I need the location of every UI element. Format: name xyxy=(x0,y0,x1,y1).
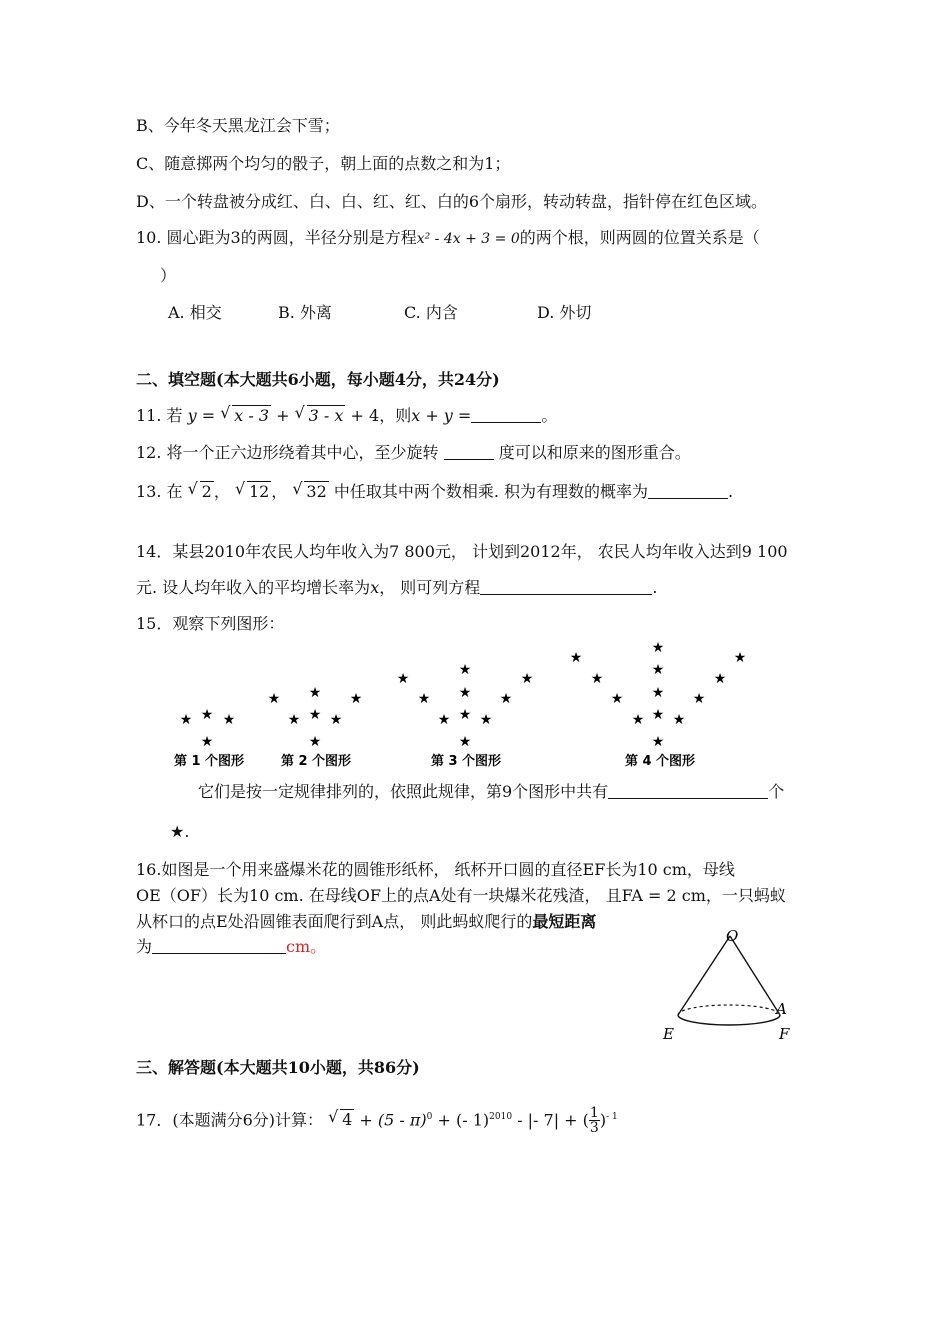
q15-intro: 15．观察下列图形： xyxy=(136,614,285,633)
star: ★ xyxy=(308,734,322,750)
q14-end: . xyxy=(652,578,658,597)
star: ★ xyxy=(329,712,343,728)
q15-unit: 个 xyxy=(768,782,785,801)
q17 xyxy=(136,1104,618,1135)
q10-paren-close: ） xyxy=(160,266,177,285)
star: ★ xyxy=(458,734,472,750)
q17-term-4: ) xyxy=(599,1110,607,1130)
star: ★ xyxy=(200,734,214,750)
section-3-heading: 三、解答题(本大题共10小题，共86分) xyxy=(136,1058,420,1077)
star: ★ xyxy=(692,691,706,707)
base-back-arc xyxy=(678,1005,780,1015)
q9-option-d: D、一个转盘被分成红、白、白、红、红、白的6个扇形，转动转盘，指针停在红色区域。 xyxy=(136,192,768,211)
star: ★ xyxy=(713,671,727,687)
star: ★ xyxy=(499,691,513,707)
q14-line-2b: ， 则可列方程 xyxy=(379,578,481,597)
q13-sep-2: ， xyxy=(271,482,288,501)
q11-plus: + xyxy=(276,406,290,425)
q11-then: ，则 xyxy=(379,406,412,425)
star: ★ xyxy=(479,712,493,728)
q16-unit: cm。 xyxy=(286,937,327,956)
star: ★ xyxy=(631,712,645,728)
q17-term-2: + (- 1) xyxy=(437,1110,490,1130)
caption-figure-4: 第 4 个图形 xyxy=(624,754,696,769)
q16-shortest-distance: 最短距离 xyxy=(532,912,597,931)
q17-radicand: 4 xyxy=(342,1110,353,1130)
q17-frac-num: 1 xyxy=(589,1105,599,1122)
star: ★ xyxy=(569,650,583,666)
q11-y-eq: y = xyxy=(187,406,216,425)
q11-num: 11. 若 xyxy=(136,406,183,425)
q17-sqrt-4 xyxy=(328,1107,354,1133)
q12-text-a: 12. 将一个正六边形绕着其中心，至少旋转 xyxy=(136,443,439,462)
q12-text-b: 度可以和原来的图形重合。 xyxy=(498,443,691,462)
q10-option-b: B. 外离 xyxy=(278,303,332,322)
q13-radicand-32: 32 xyxy=(306,482,327,501)
q13-radicand-12: 12 xyxy=(248,482,270,501)
q10-equation: x² - 4x + 3 = 0 xyxy=(416,231,520,247)
q17-term-1: + (5 - π) xyxy=(359,1110,427,1130)
q13-num: 13. 在 xyxy=(136,482,183,501)
q11-sum: x + y = xyxy=(411,406,472,425)
q14-var: x xyxy=(370,578,380,597)
star: ★ xyxy=(396,671,410,687)
star: ★ xyxy=(437,712,451,728)
q16-line-4a: 为 xyxy=(136,937,153,956)
q17-sup-neg1: - 1 xyxy=(606,1112,618,1122)
star: ★ xyxy=(179,712,193,728)
label-o: O xyxy=(726,927,739,945)
q16-line-2: OE（OF）长为10 cm. 在母线OF上的点A处有一块爆米花残渣， 且FA = 2 cm，一只蚂蚁 xyxy=(136,886,786,905)
q11-radicand-1: x - 3 xyxy=(234,406,270,425)
q13-sep-1: ， xyxy=(213,482,230,501)
q10-option-a: A. 相交 xyxy=(168,303,222,322)
star: ★ xyxy=(308,685,322,701)
q17-term-3: - |- 7| + ( xyxy=(517,1110,589,1130)
star: ★ xyxy=(672,712,686,728)
star: ★ xyxy=(458,685,472,701)
star: ★ xyxy=(651,640,665,656)
star: ★ xyxy=(349,691,363,707)
star: ★ xyxy=(651,707,665,723)
q10-option-d: D. 外切 xyxy=(537,303,592,322)
star: ★ xyxy=(590,671,604,687)
base-front-arc xyxy=(678,1015,780,1025)
q10-option-c: C. 内含 xyxy=(404,303,458,322)
q14-line-2a: 元. 设人均年收入的平均增长率为 xyxy=(136,578,371,597)
star: ★ xyxy=(520,671,534,687)
caption-figure-2: 第 2 个图形 xyxy=(280,754,352,769)
q13-radicand-2: 2 xyxy=(201,482,212,501)
q17-text: 17．(本题满分6分)计算： xyxy=(136,1110,324,1130)
q13-text: 中任取其中两个数相乘. 积为有理数的概率为 xyxy=(333,482,649,501)
q17-fraction xyxy=(589,1106,600,1135)
q16-line-1: 16.如图是一个用来盛爆米花的圆锥形纸杯， 纸杯开口圆的直径EF长为10 cm，母线 xyxy=(136,860,735,879)
q17-sup-2010: 2010 xyxy=(489,1112,513,1122)
star: ★ xyxy=(287,712,301,728)
q14-line-1: 14．某县2010年农民人均年收入为7 800元， 计划到2012年， 农民人均年收入达到9 100 xyxy=(136,542,788,561)
label-f: F xyxy=(779,1025,790,1043)
section-2-heading: 二、填空题(本大题共6小题，每小题4分，共24分) xyxy=(136,370,500,389)
q16-line-3a: 从杯口的点E处沿圆锥表面爬行到A点， 则此蚂蚁爬行的 xyxy=(136,912,533,931)
q17-frac-den: 3 xyxy=(589,1120,599,1137)
star: ★ xyxy=(308,707,322,723)
q11-end: 。 xyxy=(541,406,558,425)
generatrix-oe xyxy=(678,936,730,1015)
star: ★ xyxy=(651,734,665,750)
star: ★ xyxy=(267,691,281,707)
q10-text-a: 10. 圆心距为3的两圆，半径分别是方程 xyxy=(136,228,417,247)
star: ★ xyxy=(651,685,665,701)
q17-sup-0: 0 xyxy=(426,1112,433,1122)
caption-figure-1: 第 1 个图形 xyxy=(173,754,245,769)
star: ★ xyxy=(733,650,747,666)
star: ★ xyxy=(222,712,236,728)
q11-tail: + 4 xyxy=(350,406,380,425)
q11-radicand-2: 3 - x xyxy=(308,406,344,425)
q15-text: 它们是按一定规律排列的，依照此规律，第9个图形中共有 xyxy=(198,782,609,801)
star: ★ xyxy=(458,662,472,678)
star: ★ xyxy=(610,691,624,707)
q9-option-b: B、今年冬天黑龙江会下雪； xyxy=(136,116,340,135)
generatrix-of xyxy=(730,936,780,1015)
star: ★ xyxy=(458,707,472,723)
q10-text-b: 的两个根，则两圆的位置关系是（ xyxy=(519,228,760,247)
label-a: A xyxy=(776,1000,787,1018)
q15-star-end: ★. xyxy=(170,822,190,841)
star: ★ xyxy=(651,662,665,678)
caption-figure-3: 第 3 个图形 xyxy=(430,754,502,769)
star: ★ xyxy=(417,691,431,707)
q9-option-c: C、随意掷两个均匀的骰子，朝上面的点数之和为1； xyxy=(136,154,511,173)
star: ★ xyxy=(200,707,214,723)
q13-end: . xyxy=(728,482,734,501)
label-e: E xyxy=(663,1025,674,1043)
